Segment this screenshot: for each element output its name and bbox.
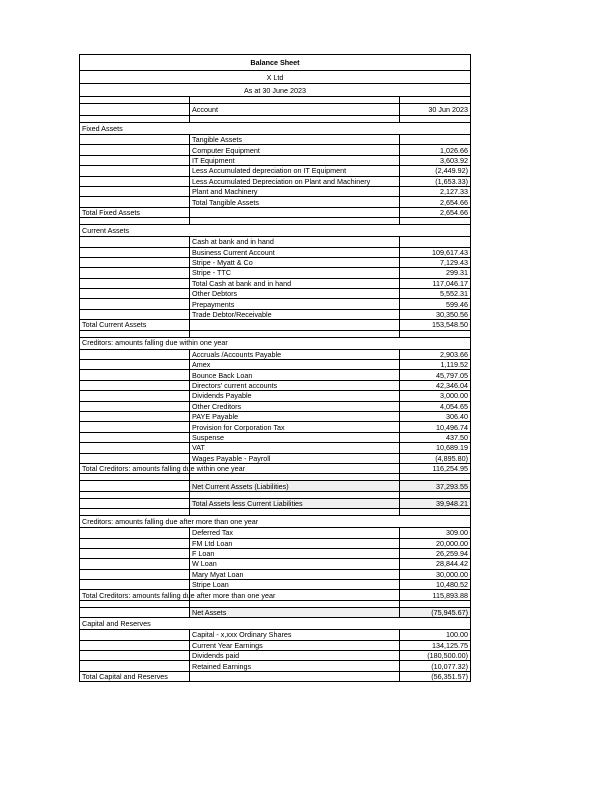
line-item-value: 26,259.94 <box>400 548 471 558</box>
line-item-row <box>80 538 471 548</box>
line-item-row <box>80 176 471 186</box>
line-item-row <box>80 309 471 319</box>
spacer-row <box>80 474 471 481</box>
line-item-value: 28,844.42 <box>400 559 471 569</box>
section-heading: Capital and Reserves <box>80 618 471 630</box>
section-total-label: Total Fixed Assets <box>80 207 190 217</box>
line-item-label: Suspense <box>190 432 400 442</box>
line-item-value: (10,077.32) <box>400 661 471 671</box>
line-item-label: Current Year Earnings <box>190 640 400 650</box>
section-total-label: Total Creditors: amounts falling due after more than one year <box>80 590 190 600</box>
line-item-label: Other Creditors <box>190 401 400 411</box>
line-item-value: 45,797.05 <box>400 370 471 380</box>
section-total-value: 153,548.50 <box>400 320 471 330</box>
company-name: X Ltd <box>80 71 471 84</box>
line-item-row <box>80 299 471 309</box>
line-item-value: (2,449.92) <box>400 166 471 176</box>
line-item-row <box>80 640 471 650</box>
line-item-row <box>80 370 471 380</box>
line-item-label: Capital - x,xxx Ordinary Shares <box>190 630 400 640</box>
line-item-row <box>80 443 471 453</box>
section-heading: Creditors: amounts falling due within one year <box>80 337 471 349</box>
net-assets-label: Net Assets <box>190 607 400 617</box>
line-item-label: Stripe - TTC <box>190 268 400 278</box>
total-assets-less-row <box>80 498 471 508</box>
line-item-label: Total Cash at bank and in hand <box>190 278 400 288</box>
line-item-value: 100.00 <box>400 630 471 640</box>
section-total-row <box>80 320 471 330</box>
line-item-row <box>80 155 471 165</box>
section-heading: Creditors: amounts falling due after more than one year <box>80 516 471 528</box>
line-item-label: Deferred Tax <box>190 528 400 538</box>
line-item-label: Computer Equipment <box>190 145 400 155</box>
line-item-value: 117,046.17 <box>400 278 471 288</box>
section-heading-row <box>80 123 471 135</box>
line-item-row <box>80 569 471 579</box>
line-item-row <box>80 559 471 569</box>
line-item-value: 5,552.31 <box>400 289 471 299</box>
page-title: Balance Sheet <box>80 55 471 71</box>
section-total-value: 115,893.88 <box>400 590 471 600</box>
line-item-row <box>80 651 471 661</box>
line-item-row <box>80 257 471 267</box>
line-item-value: 1,119.52 <box>400 360 471 370</box>
report-date: As at 30 June 2023 <box>80 84 471 97</box>
line-item-value: 10,480.52 <box>400 580 471 590</box>
line-item-value: 299.31 <box>400 268 471 278</box>
spacer-row <box>80 509 471 516</box>
section-total-label: Total Capital and Reserves <box>80 671 190 681</box>
line-item-row <box>80 247 471 257</box>
line-item-label: Total Tangible Assets <box>190 197 400 207</box>
section-total-value: (56,351.57) <box>400 671 471 681</box>
total-assets-less-label: Total Assets less Current Liabilities <box>190 498 400 508</box>
section-heading-row <box>80 337 471 349</box>
section-total-row <box>80 671 471 681</box>
line-item-label: Bounce Back Loan <box>190 370 400 380</box>
line-item-value: 2,654.66 <box>400 197 471 207</box>
line-item-label: Dividends paid <box>190 651 400 661</box>
subsection-label: Tangible Assets <box>190 135 400 145</box>
line-item-row <box>80 197 471 207</box>
line-item-value: 309.00 <box>400 528 471 538</box>
net-current-assets-row <box>80 481 471 491</box>
line-item-value: 1,026.66 <box>400 145 471 155</box>
subsection-row <box>80 135 471 145</box>
line-item-row <box>80 278 471 288</box>
line-item-label: PAYE Payable <box>190 411 400 421</box>
line-item-value: 2,903.66 <box>400 349 471 359</box>
net-assets-value: (75,945.67) <box>400 607 471 617</box>
line-item-label: F Loan <box>190 548 400 558</box>
line-item-row <box>80 360 471 370</box>
total-assets-less-value: 39,948.21 <box>400 498 471 508</box>
line-item-label: Accruals /Accounts Payable <box>190 349 400 359</box>
line-item-label: Amex <box>190 360 400 370</box>
line-item-row <box>80 528 471 538</box>
net-assets-row <box>80 607 471 617</box>
balance-sheet-table <box>79 54 471 682</box>
line-item-label: VAT <box>190 443 400 453</box>
line-item-value: 134,125.75 <box>400 640 471 650</box>
line-item-value: 10,689.19 <box>400 443 471 453</box>
line-item-label: Stripe Loan <box>190 580 400 590</box>
line-item-label: Provision for Corporation Tax <box>190 422 400 432</box>
line-item-row <box>80 380 471 390</box>
line-item-row <box>80 289 471 299</box>
line-item-label: Dividends Payable <box>190 391 400 401</box>
line-item-row <box>80 661 471 671</box>
line-item-label: Stripe - Myatt & Co <box>190 257 400 267</box>
net-current-assets-value: 37,293.55 <box>400 481 471 491</box>
section-heading-row <box>80 516 471 528</box>
line-item-label: Prepayments <box>190 299 400 309</box>
line-item-value: 599.46 <box>400 299 471 309</box>
line-item-row <box>80 411 471 421</box>
line-item-value: 3,000.00 <box>400 391 471 401</box>
line-item-value: (4,895.80) <box>400 453 471 463</box>
line-item-value: 3,603.92 <box>400 155 471 165</box>
section-heading: Current Assets <box>80 225 471 237</box>
section-total-row <box>80 207 471 217</box>
line-item-row <box>80 268 471 278</box>
spacer-row <box>80 330 471 337</box>
line-item-label: FM Ltd Loan <box>190 538 400 548</box>
line-item-row <box>80 432 471 442</box>
section-heading-row <box>80 225 471 237</box>
line-item-row <box>80 166 471 176</box>
line-item-label: Plant and Machinery <box>190 186 400 196</box>
line-item-value: 10,496.74 <box>400 422 471 432</box>
section-total-label: Total Creditors: amounts falling due within one year <box>80 463 190 473</box>
line-item-label: Mary Myat Loan <box>190 569 400 579</box>
line-item-value: 42,346.04 <box>400 380 471 390</box>
line-item-label: IT Equipment <box>190 155 400 165</box>
section-total-value: 2,654.66 <box>400 207 471 217</box>
line-item-row <box>80 630 471 640</box>
account-column-header: Account <box>190 104 400 116</box>
line-item-row <box>80 391 471 401</box>
line-item-value: 4,054.65 <box>400 401 471 411</box>
line-item-value: 20,000.00 <box>400 538 471 548</box>
line-item-label: W Loan <box>190 559 400 569</box>
line-item-label: Retained Earnings <box>190 661 400 671</box>
line-item-row <box>80 453 471 463</box>
line-item-value: 109,617.43 <box>400 247 471 257</box>
section-total-label: Total Current Assets <box>80 320 190 330</box>
line-item-row <box>80 422 471 432</box>
line-item-label: Directors' current accounts <box>190 380 400 390</box>
subsection-row <box>80 237 471 247</box>
subsection-label: Cash at bank and in hand <box>190 237 400 247</box>
line-item-label: Business Current Account <box>190 247 400 257</box>
section-total-row <box>80 590 471 600</box>
spacer-row <box>80 218 471 225</box>
line-item-value: 306.40 <box>400 411 471 421</box>
line-item-label: Trade Debtor/Receivable <box>190 309 400 319</box>
line-item-label: Less Accumulated depreciation on IT Equipment <box>190 166 400 176</box>
net-current-assets-label: Net Current Assets (Liabilities) <box>190 481 400 491</box>
line-item-row <box>80 349 471 359</box>
line-item-value: (180,500.00) <box>400 651 471 661</box>
line-item-row <box>80 401 471 411</box>
line-item-label: Other Debtors <box>190 289 400 299</box>
section-total-row <box>80 463 471 473</box>
line-item-value: 30,350.56 <box>400 309 471 319</box>
section-heading-row <box>80 618 471 630</box>
spacer-row <box>80 491 471 498</box>
line-item-value: 30,000.00 <box>400 569 471 579</box>
section-total-value: 116,254.95 <box>400 463 471 473</box>
period-column-header: 30 Jun 2023 <box>400 104 471 116</box>
section-heading: Fixed Assets <box>80 123 471 135</box>
line-item-value: 2,127.33 <box>400 186 471 196</box>
line-item-label: Less Accumulated Depreciation on Plant and Machinery <box>190 176 400 186</box>
line-item-row <box>80 186 471 196</box>
line-item-row <box>80 548 471 558</box>
line-item-row <box>80 580 471 590</box>
line-item-value: (1,653.33) <box>400 176 471 186</box>
line-item-value: 7,129.43 <box>400 257 471 267</box>
spacer-row <box>80 600 471 607</box>
line-item-row <box>80 145 471 155</box>
line-item-label: Wages Payable - Payroll <box>190 453 400 463</box>
line-item-value: 437.50 <box>400 432 471 442</box>
